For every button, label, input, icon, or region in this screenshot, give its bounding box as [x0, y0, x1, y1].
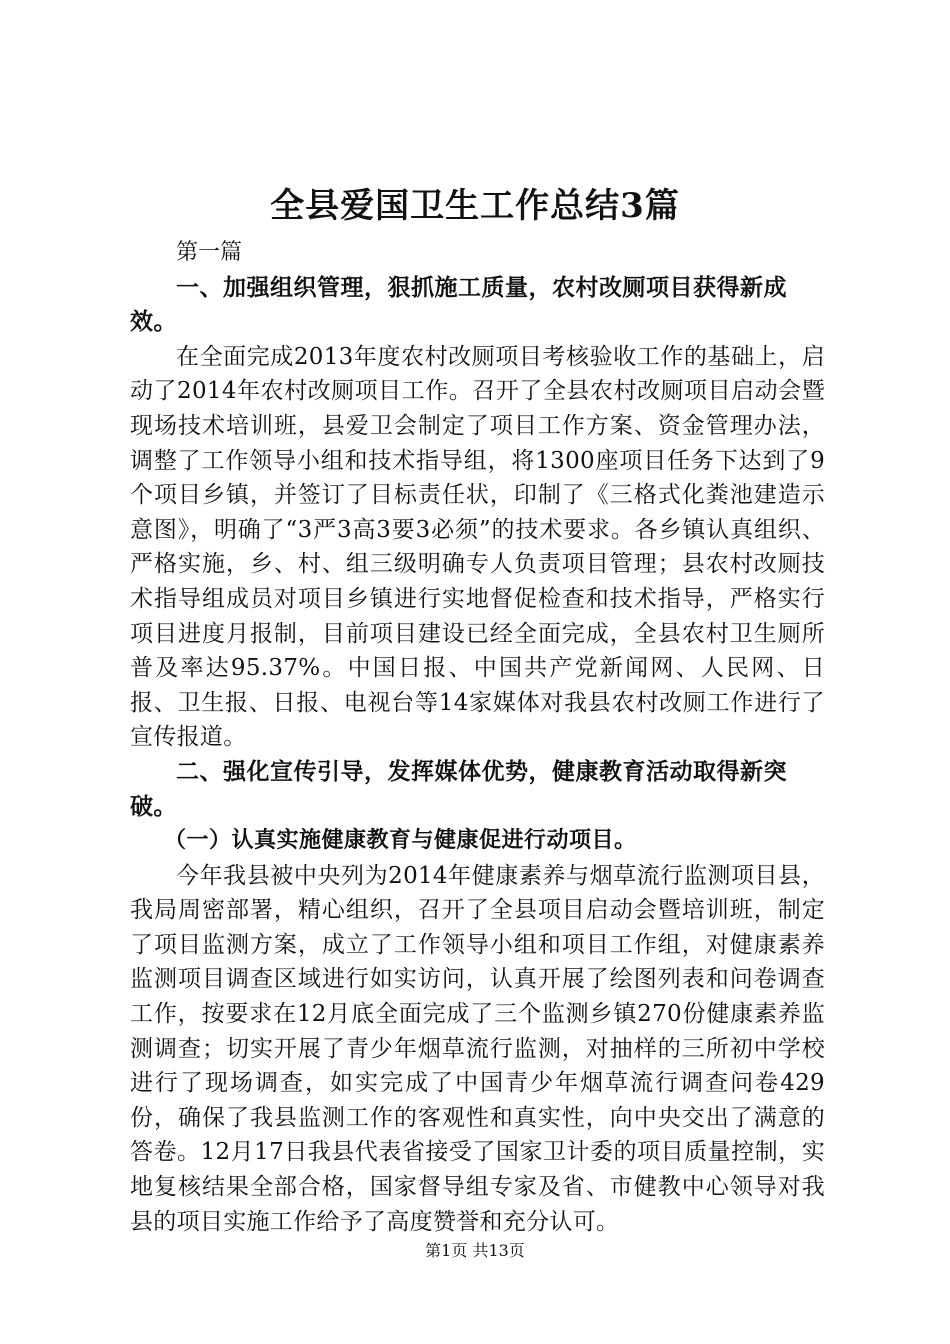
subheading-1: （一）认真实施健康教育与健康促进行动项目。: [164, 828, 637, 854]
heading-2: 二、强化宣传引导，发挥媒体优势，健康教育活动取得新突破。: [130, 758, 787, 820]
document-body: [130, 236, 825, 1239]
heading-1: 一、加强组织管理，狠抓施工质量，农村改厕项目获得新成效。: [130, 274, 787, 336]
paragraph-1: 在全面完成2013年度农村改厕项目考核验收工作的基础上，启动了2014年农村改厕项目工作。召开了全县农村改厕项目启动会暨现场技术培训班，县爱卫会制定了项目工作方案、资金管理办法，调整了工作领导小组和技术指导组，将1300座项目任务下达到了9个项目乡镇，并签订了目标责任状，印制了《三格式化粪池建造示意图》，明确了“3严3高3要3必须”的技术要求。各乡镇认真组织、严格实施，乡、村、组三级明确专人负责项目管理；县农村改厕技术指导组成员对项目乡镇进行实地督促检查和技术指导，严格实行项目进度月报制，目前项目建设已经全面完成，全县农村卫生厕所普及率达95.37%。中国日报、中国共产党新闻网、人民网、日报、卫生报、日报、电视台等14家媒体对我县农村改厕工作进行了宣传报道。: [130, 343, 825, 751]
document-title: 全县爱国卫生工作总结3篇: [270, 186, 680, 226]
page-footer: 第1页 共13页: [425, 1241, 525, 1260]
paragraph-2: 今年我县被中央列为2014年健康素养与烟草流行监测项目县，我局周密部署，精心组织，召开了全县项目启动会暨培训班，制定了项目监测方案，成立了工作领导小组和项目工作组，对健康素养监测项目调查区域进行如实访问，认真开展了绘图列表和问卷调查工作，按要求在12月底全面完成了三个监测乡镇270份健康素养监测调查；切实开展了青少年烟草流行监测，对抽样的三所初中学校进行了现场调查，如实完成了中国青少年烟草流行调查问卷429份，确保了我县监测工作的客观性和真实性，向中央交出了满意的答卷。12月17日我县代表省接受了国家卫计委的项目质量控制，实地复核结果全部合格，国家督导组专家及省、市健教中心领导对我县的项目实施工作给予了高度赞誉和充分认可。: [130, 862, 825, 1235]
section-label: 第一篇: [176, 240, 243, 265]
